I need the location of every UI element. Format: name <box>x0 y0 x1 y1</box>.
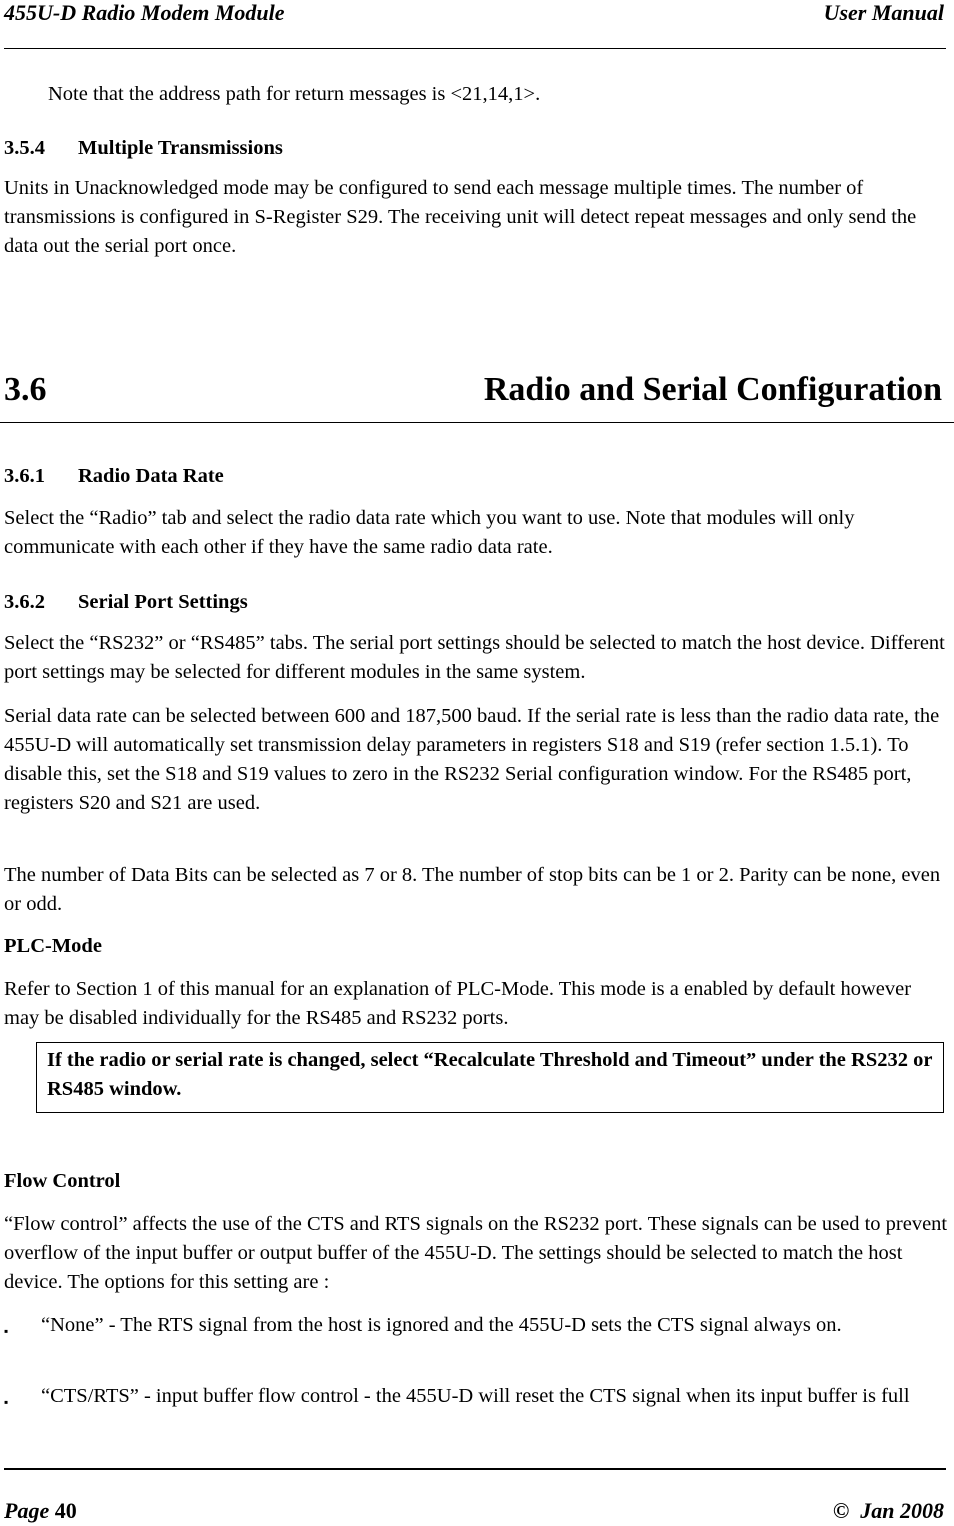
section-heading-3-6-2 <box>4 588 248 617</box>
list-item <box>4 1311 934 1369</box>
header-rule <box>4 48 946 49</box>
section-3-5-4-text: Units in Unacknowledged mode may be configured to send each message multiple times. The number of transmissions is configured in S-Register S29. The receiving unit will detect repeat messages and only send the data out the serial port once. <box>4 177 917 257</box>
flow-control-heading: Flow Control <box>4 1170 121 1192</box>
footer-rule <box>4 1468 946 1470</box>
section-heading-3-5-4 <box>4 134 283 163</box>
header-title: 455U-D Radio Modem Module <box>4 0 285 25</box>
section-3-6-2-para-3: The number of Data Bits can be selected as 7 or 8. The number of stop bits can be 1 or 2. Parity can be none, even or odd. <box>4 864 941 915</box>
bullet-icon: ▪ <box>4 1395 9 1409</box>
recalculate-note-box <box>36 1042 944 1113</box>
footer-page-label: Page <box>4 1498 50 1523</box>
chapter-title: Radio and Serial Configuration <box>483 371 942 408</box>
footer-page-number: 40 <box>54 1498 77 1523</box>
section-number: 3.5.4 <box>4 137 45 159</box>
list-item-text: “None” - The RTS signal from the host is ignored and the 455U-D sets the CTS signal always on. <box>41 1314 842 1336</box>
list-item-text: “CTS/RTS” - input buffer flow control - the 455U-D will reset the CTS signal when its input buffer is full <box>41 1385 910 1407</box>
header-doc-type: User Manual <box>823 0 944 25</box>
plc-mode-heading: PLC-Mode <box>4 935 102 957</box>
footer-date <box>833 1497 944 1525</box>
copyright-icon: © <box>832 1498 850 1523</box>
section-3-6-1-text: Select the “Radio” tab and select the radio data rate which you want to use. Note that modules will only communicate with each other if they have the same radio data rate. <box>4 507 855 558</box>
section-number: 3.6.1 <box>4 465 45 487</box>
section-3-6-2-para-2: Serial data rate can be selected between 600 and 187,500 baud. If the serial rate is less than the radio data rate, the 455U-D will automatically set transmission delay parameters in registers S18 and S19 (refer section 1.5.1). To disable this, set the S18 and S19 values to zero in the RS232 Serial configuration window. For the RS485 port, registers S20 and S21 are used. <box>4 705 940 814</box>
plc-mode-text: Refer to Section 1 of this manual for an explanation of PLC-Mode. This mode is a enabled by default however may be disabled individually for the RS485 and RS232 ports. <box>4 978 912 1029</box>
intro-note: Note that the address path for return messages is <21,14,1>. <box>48 83 541 105</box>
recalculate-note-text: If the radio or serial rate is changed, select “Recalculate Threshold and Timeout” under the RS232 or RS485 window. <box>47 1049 933 1100</box>
bullet-icon: ▪ <box>4 1324 9 1338</box>
chapter-rule <box>0 422 954 423</box>
footer-date-text: Jan 2008 <box>860 1498 944 1523</box>
section-number: 3.6.2 <box>4 591 45 613</box>
list-item <box>4 1382 934 1440</box>
section-heading-3-6-1 <box>4 462 224 491</box>
section-title: Radio Data Rate <box>78 465 224 487</box>
footer-page <box>4 1497 77 1525</box>
flow-control-text: “Flow control” affects the use of the CTS and RTS signals on the RS232 port. These signals can be used to prevent overflow of the input buffer or output buffer of the 455U-D. The settings should be selected to match the host device. The options for this setting are : <box>4 1213 948 1293</box>
chapter-number: 3.6 <box>4 371 47 408</box>
section-3-6-2-para-1: Select the “RS232” or “RS485” tabs. The serial port settings should be selected to match the host device. Different port settings may be selected for different modules in the same system. <box>4 632 945 683</box>
section-title: Multiple Transmissions <box>78 137 283 159</box>
section-title: Serial Port Settings <box>78 591 248 613</box>
